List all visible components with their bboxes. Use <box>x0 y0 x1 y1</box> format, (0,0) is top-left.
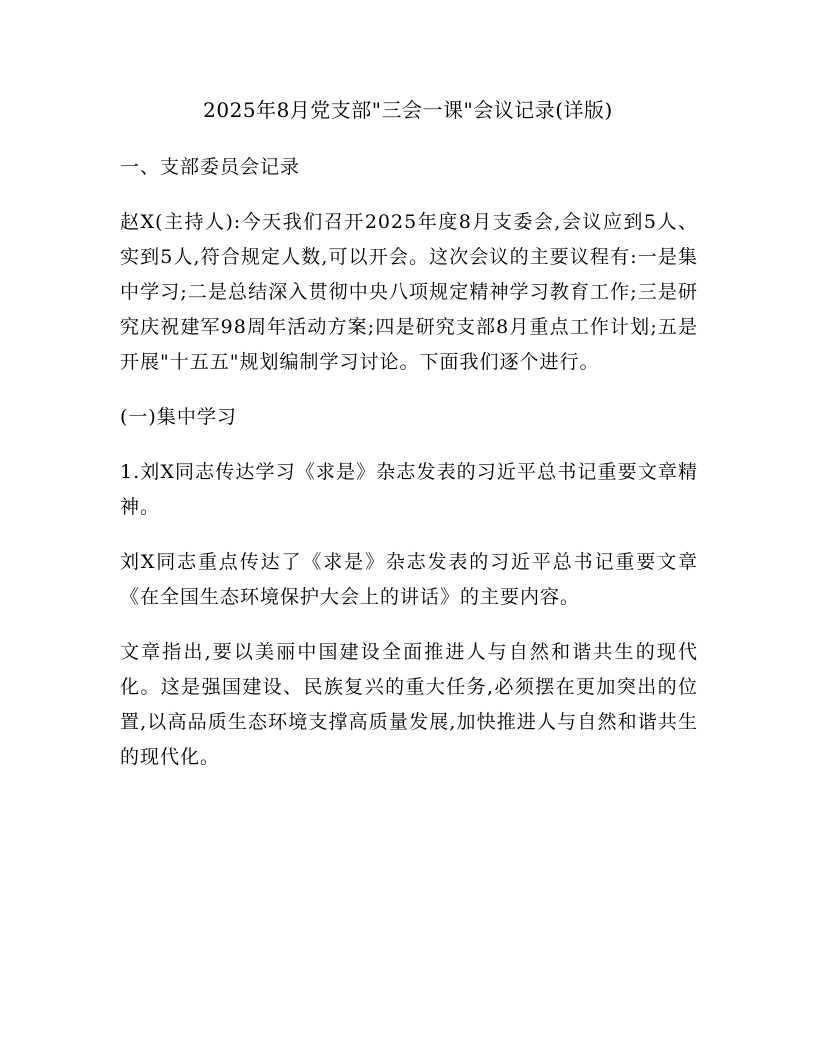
subsection-heading-collective-study: (一)集中学习 <box>120 406 237 428</box>
document-body <box>120 150 698 795</box>
document-title: 2025年8月党支部"三会一课"会议记录(详版) <box>203 98 613 122</box>
section-heading-committee-record: 一、支部委员会记录 <box>120 156 301 178</box>
paragraph-study-summary: 刘X同志重点传达了《求是》杂志发表的习近平总书记重要文章《在全国生态环境保护大会上的讲话》的主要内容。 <box>120 551 698 608</box>
paragraph-host-opening: 赵X(主持人):今天我们召开2025年度8月支委会,会议应到5人、实到5人,符合规定人数,可以开会。这次会议的主要议程有:一是集中学习;二是总结深入贯彻中央八项规定精神学习教育工作;三是研究庆祝建军98周年活动方案;四是研究支部8月重点工作计划;五是开展"十五五"规划编制学习讨论。下面我们逐个进行。 <box>120 211 698 373</box>
paragraph-study-item-1: 1.刘X同志传达学习《求是》杂志发表的习近平总书记重要文章精神。 <box>120 461 698 518</box>
paragraph-article-points: 文章指出,要以美丽中国建设全面推进人与自然和谐共生的现代化。这是强国建设、民族复兴的重大任务,必须摆在更加突出的位置,以高品质生态环境支撑高质量发展,加快推进人与自然和谐共生的现代化。 <box>120 641 698 768</box>
